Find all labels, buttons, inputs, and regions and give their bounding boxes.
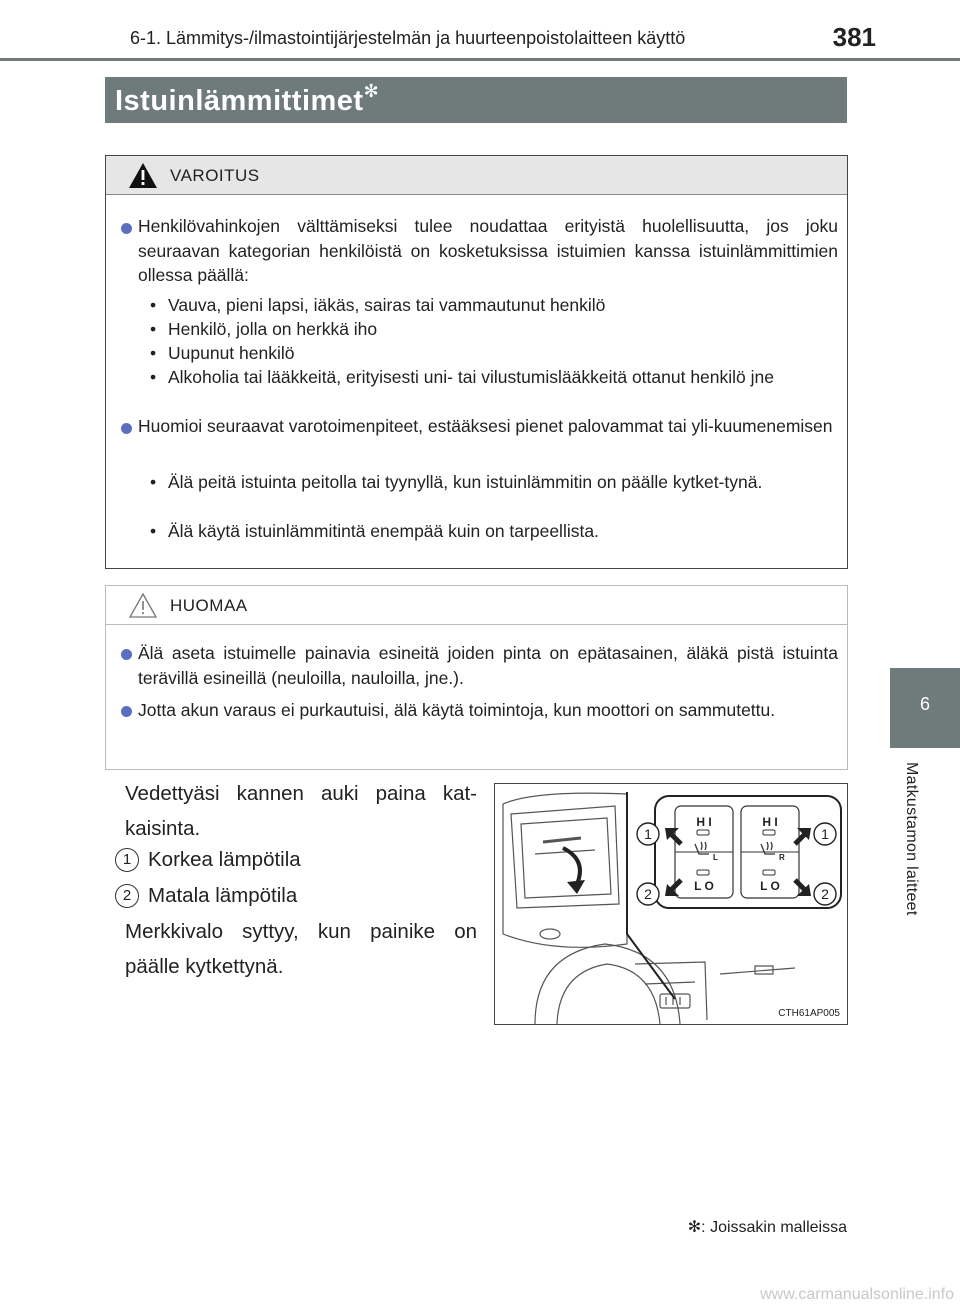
page-number: 381 (832, 22, 876, 52)
footnote-text: : Joissakin malleissa (701, 1219, 847, 1236)
bullet-icon (121, 706, 132, 717)
dashboard-drawing (495, 784, 847, 1024)
warning-item-2: Huomioi seuraavat varotoimenpiteet, estääksesi pienet palovammat tai yli-kuumenemisen (138, 416, 833, 436)
footnote-mark: ✻ (687, 1219, 702, 1236)
notice-header (106, 586, 847, 625)
chapter-tab (890, 668, 960, 748)
intro-text: Vedettyäsi kannen auki paina kat-kaisinta. (125, 782, 477, 840)
warning-header (106, 156, 847, 195)
bullet-icon (121, 649, 132, 660)
right-seat-letter: R (779, 853, 785, 862)
hi-label-right: H I (762, 815, 778, 829)
illus-callout-2-right: 2 (821, 886, 829, 902)
chapter-tab-label: Matkustamon laitteet (903, 762, 920, 916)
callout-2-text: Matala lämpötila (148, 884, 298, 907)
callout-number-1: 1 (115, 848, 139, 872)
notice-box (105, 585, 848, 770)
watermark: www.carmanualsonline.info (760, 1286, 954, 1303)
footnote (688, 1217, 847, 1237)
notice-label: HUOMAA (170, 596, 248, 615)
chapter-tab-number: 6 (919, 694, 930, 714)
left-seat-letter: L (713, 853, 718, 862)
lo-label-left: L O (694, 879, 714, 893)
notice-item-2: Jotta akun varaus ei purkautuisi, älä käytä toimintoja, kun moottori on sammutettu. (138, 700, 776, 720)
warning-sub-item: • Alkoholia tai lääkkeitä, erityisesti uni- tai vilustumislääkkeitä ottanut henkilö jne (150, 367, 774, 387)
bullet-icon (121, 223, 132, 234)
callout-1-text: Korkea lämpötila (148, 848, 301, 871)
warning-triangle-icon (128, 162, 158, 189)
warning-sub-item: • Uupunut henkilö (150, 343, 295, 363)
warning-item-1: Henkilövahinkojen välttämiseksi tulee noudattaa erityistä huolellisuutta, jos joku seuraavan kategorian henkilöistä on kosketuksissa istuimien kanssa istuinlämmittimien ollessa päällä: (138, 216, 838, 285)
notice-item-1: Älä aseta istuimelle painavia esineitä joiden pinta on epätasainen, äläkä pistä istuinta terävillä esineillä (neuloilla, nauloilla, jne.). (138, 643, 838, 688)
seat-heater-illustration (494, 783, 848, 1025)
illus-callout-1-left: 1 (644, 826, 652, 842)
warning-sub-item: • Älä käytä istuinlämmitintä enempää kuin on tarpeellista. (150, 521, 599, 541)
warning-sub-item: • Älä peitä istuinta peitolla tai tyynyllä, kun istuinlämmitin on päälle kytket-tynä. (150, 472, 763, 492)
warning-sub-item: • Vauva, pieni lapsi, iäkäs, sairas tai vammautunut henkilö (150, 295, 606, 315)
warning-sub-item: • Henkilö, jolla on herkkä iho (150, 319, 378, 339)
illustration-code: CTH61AP005 (778, 1008, 840, 1019)
section-title (115, 81, 380, 118)
section-title-text: Istuinlämmittimet (115, 85, 364, 117)
indicator-note: Merkkivalo syttyy, kun painike on päälle kytkettynä. (125, 920, 477, 978)
header-rule (0, 58, 960, 61)
illus-callout-1-right: 1 (821, 826, 829, 842)
chapter-title: 6-1. Lämmitys-/ilmastointijärjestelmän ja huurteenpoistolaitteen käyttö (130, 28, 686, 48)
illus-callout-2-left: 2 (644, 886, 652, 902)
caution-triangle-icon (128, 592, 158, 619)
callout-number-2: 2 (115, 884, 139, 908)
bullet-icon (121, 423, 132, 434)
section-title-bar (105, 77, 847, 123)
lo-label-right: L O (760, 879, 780, 893)
warning-label: VAROITUS (170, 166, 260, 185)
warning-box (105, 155, 848, 569)
section-title-mark: ✻ (363, 81, 380, 101)
hi-label-left: H I (696, 815, 712, 829)
